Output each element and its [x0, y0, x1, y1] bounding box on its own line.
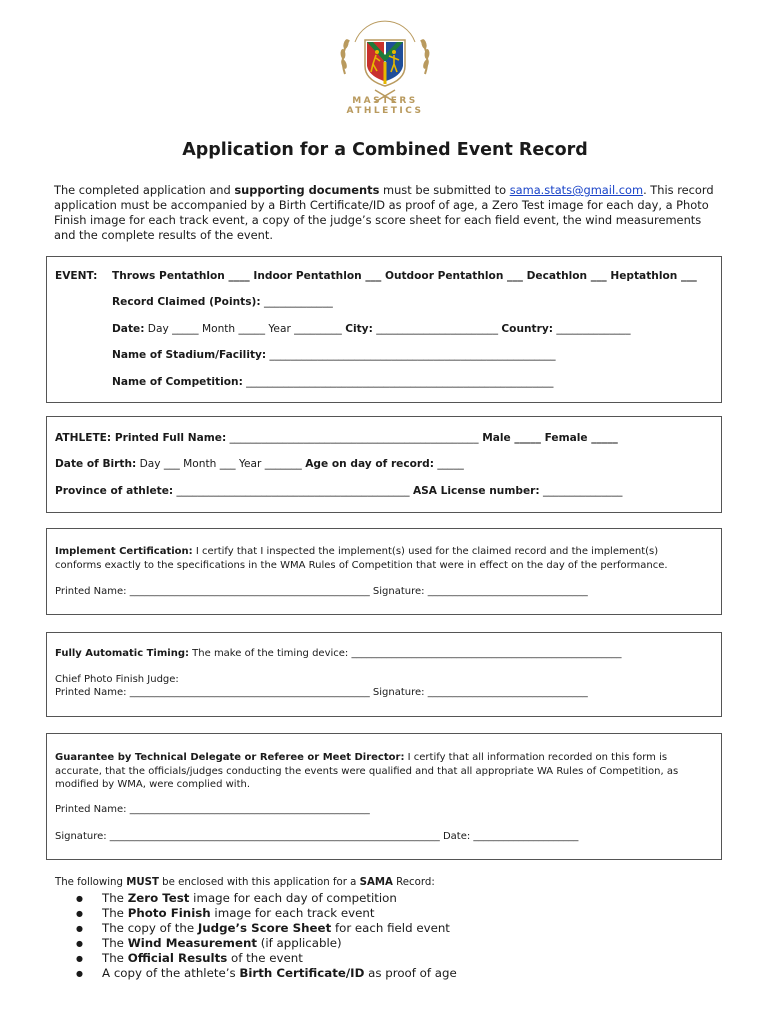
implement-certification-section [46, 528, 722, 615]
logo-text-masters: MASTERS [352, 96, 418, 106]
timing-printed-name-field[interactable]: Printed Name: ________________________________________________ Signature: ________________________________ [55, 687, 588, 698]
date-of-birth-field[interactable]: Date of Birth: Day ___ Month ___ Year _______ Age on day of record: _____ [55, 458, 464, 470]
requirements-intro: The following MUST be enclosed with this application for a SAMA Record: [55, 877, 435, 888]
list-item: ● The Zero Test image for each day of competition [76, 891, 457, 906]
implement-printed-name-field[interactable]: Printed Name: ________________________________________________ Signature: ________________________________ [55, 586, 588, 597]
record-claimed-field[interactable]: Record Claimed (Points): _____________ [112, 296, 333, 308]
logo-text-athletics: ATHLETICS [346, 106, 424, 116]
athlete-section [46, 416, 722, 513]
list-item: ● The Wind Measurement (if applicable) [76, 936, 457, 951]
province-license-field[interactable]: Province of athlete: ____________________________________________ ASA License number: _______________ [55, 485, 623, 497]
guarantee-signature-field[interactable]: Signature: __________________________________________________________________ Date: _____________________ [55, 831, 579, 842]
athlete-name-field[interactable]: ATHLETE: Printed Full Name: _______________________________________________ Male _____ Female _____ [55, 432, 618, 444]
guarantee-printed-name-field[interactable]: Printed Name: ________________________________________________ [55, 804, 370, 815]
email-link[interactable]: sama.stats@gmail.com [509, 183, 644, 197]
event-options[interactable]: Throws Pentathlon ____ Indoor Pentathlon ___ Outdoor Pentathlon ___ Decathlon ___ Heptathlon ___ [112, 270, 697, 282]
timing-device-field[interactable]: Fully Automatic Timing: The make of the timing device: ______________________________________________________ [55, 648, 622, 659]
date-city-country-field[interactable]: Date: Day _____ Month _____ Year _________ City: _______________________ Country: ______________ [112, 323, 631, 335]
competition-field[interactable]: Name of Competition: __________________________________________________________ [112, 376, 554, 388]
list-item: ● A copy of the athlete’s Birth Certificate/ID as proof of age [76, 966, 457, 981]
intro-paragraph: The completed application and supporting documents must be submitted to sama.stats@gmail.com. This record application must be accompanied by a Birth Certificate/ID as proof of age, a Zero Test image for each day, a Photo Finish image for each track event, a copy of the judge’s score sheet for each field event, the wind measurements and the complete results of the event. [54, 183, 714, 242]
guarantee-text: Guarantee by Technical Delegate or Referee or Meet Director: I certify that all information recorded on this form is accurate, that the officials/judges conducting the events were qualified and that all appropriate WA Rules of Competition, as modified by WMA, were complied with. [55, 752, 679, 790]
event-label: EVENT: [55, 270, 98, 282]
stadium-field[interactable]: Name of Stadium/Facility: ______________________________________________________ [112, 349, 556, 361]
list-item: ● The copy of the Judge’s Score Sheet for each field event [76, 921, 457, 936]
timing-section [46, 632, 722, 717]
requirements-list [76, 891, 457, 981]
implement-text: Implement Certification: I certify that I inspected the implement(s) used for the claimed record and the implement(s) conforms exactly to the specifications in the WMA Rules of Competition that were in effect on the day of the performance. [55, 546, 668, 571]
event-section [46, 256, 722, 403]
page-title: Application for a Combined Event Record [182, 140, 588, 160]
photo-finish-judge-label: Chief Photo Finish Judge: [55, 674, 179, 685]
list-item: ● The Official Results of the event [76, 951, 457, 966]
guarantee-section [46, 733, 722, 860]
list-item: ● The Photo Finish image for each track event [76, 906, 457, 921]
